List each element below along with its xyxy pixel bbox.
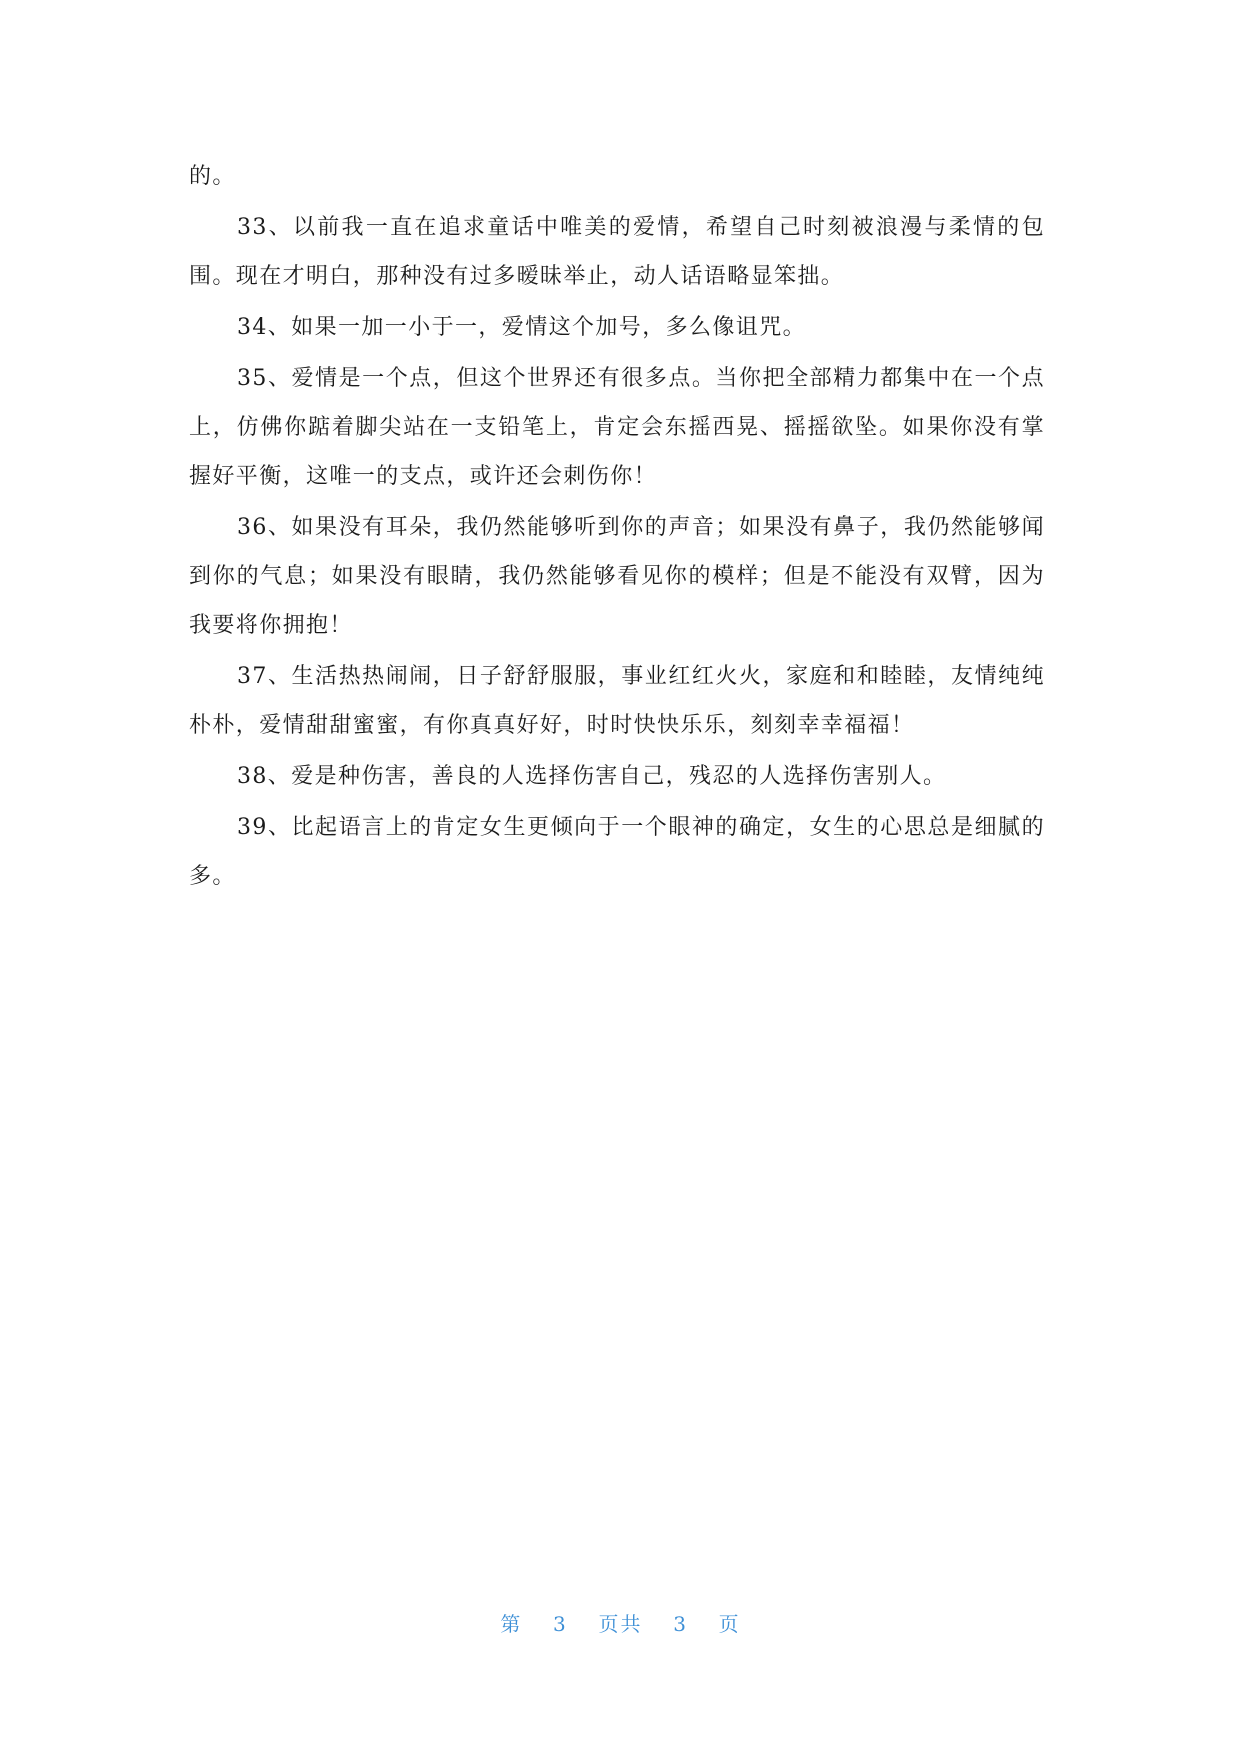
paragraph-36: 36、如果没有耳朵，我仍然能够听到你的声音；如果没有鼻子，我仍然能够闻到你的气息；如果没有眼睛，我仍然能够看见你的模样；但是不能没有双臂，因为我要将你拥抱！ [189, 515, 1045, 638]
paragraph-35: 35、爱情是一个点，但这个世界还有很多点。当你把全部精力都集中在一个点上，仿佛你踮着脚尖站在一支铅笔上，肯定会东摇西晃、摇摇欲坠。如果你没有掌握好平衡，这唯一的支点，或许还会刺伤你！ [189, 366, 1045, 489]
paragraph-continuation: 的。 [189, 164, 236, 189]
paragraph-39: 39、比起语言上的肯定女生更倾向于一个眼神的确定，女生的心思总是细腻的多。 [189, 815, 1045, 889]
footer-suffix: 页 [718, 1612, 741, 1636]
footer-total-pages: 3 [673, 1612, 688, 1636]
paragraph-33: 33、以前我一直在追求童话中唯美的爱情，希望自己时刻被浪漫与柔情的包围。现在才明白，那种没有过多暧昧举止，动人话语略显笨拙。 [189, 215, 1045, 289]
footer-middle: 页共 [598, 1612, 643, 1636]
paragraph-37: 37、生活热热闹闹，日子舒舒服服，事业红红火火，家庭和和睦睦，友情纯纯朴朴，爱情甜甜蜜蜜，有你真真好好，时时快快乐乐，刻刻幸幸福福！ [189, 664, 1045, 738]
document-body [189, 152, 1045, 903]
page-footer [0, 1609, 1241, 1639]
paragraph-38: 38、爱是种伤害，善良的人选择伤害自己，残忍的人选择伤害别人。 [237, 764, 947, 789]
paragraph-34: 34、如果一加一小于一，爱情这个加号，多么像诅咒。 [237, 315, 806, 340]
footer-prefix: 第 [500, 1612, 523, 1636]
footer-current-page: 3 [553, 1612, 568, 1636]
